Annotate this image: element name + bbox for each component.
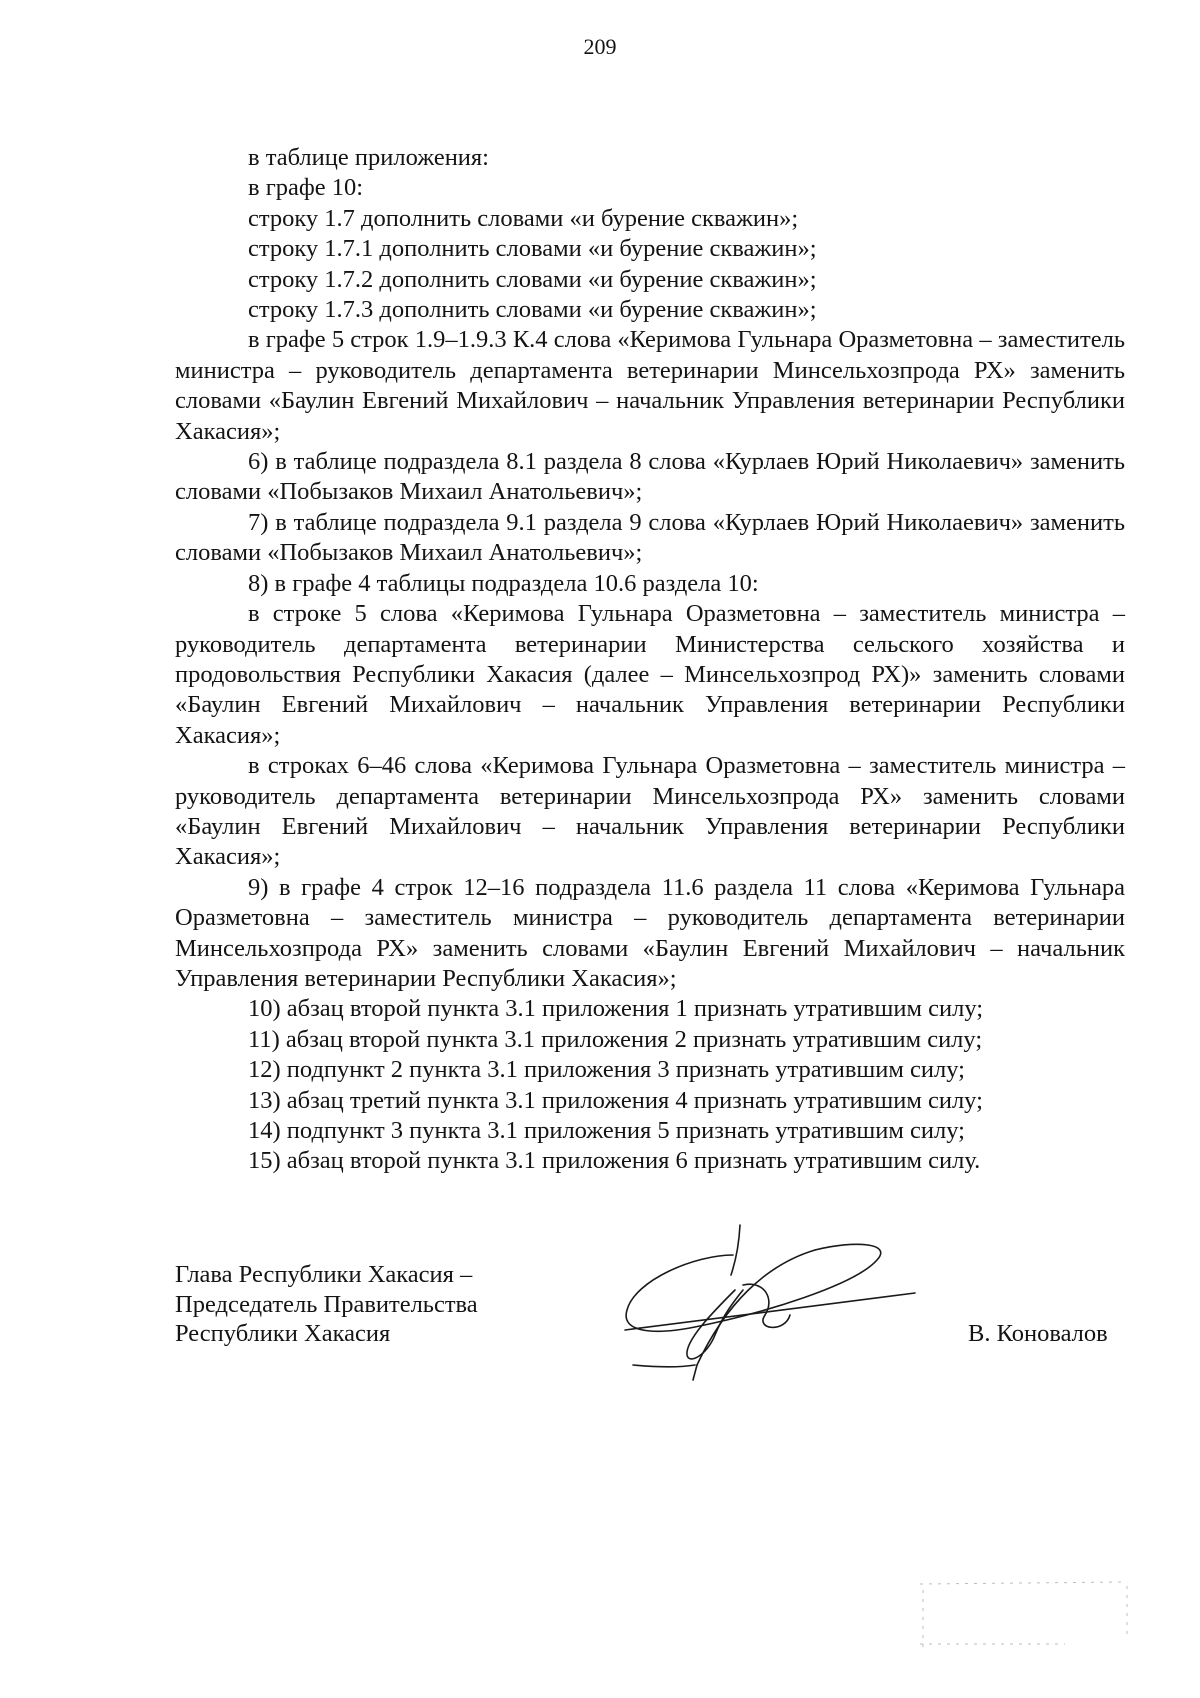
handwritten-signature xyxy=(615,1215,935,1390)
paragraph: строку 1.7.3 дополнить словами «и бурение скважин»; xyxy=(248,296,817,324)
paragraph: в строке 5 слова «Керимова Гульнара Оразметовна – заместитель министра – руководитель департамента ветеринарии Министерства сельского хозяйства и продовольствия Республики Хакасия (далее – Минсельхозпрод РХ)» заменить словами «Баулин Евгений Михайлович – начальник Управления ветеринарии Республики Хакасия»; xyxy=(175,600,1125,749)
paragraph: 13) абзац третий пункта 3.1 приложения 4 признать утратившим силу; xyxy=(248,1086,983,1114)
signatory-title xyxy=(175,1260,478,1349)
paragraph: 10) абзац второй пункта 3.1 приложения 1 признать утратившим силу; xyxy=(248,995,984,1023)
paragraph: строку 1.7.2 дополнить словами «и бурение скважин»; xyxy=(248,265,817,293)
paragraph: 12) подпункт 2 пункта 3.1 приложения 3 признать утратившим силу; xyxy=(248,1056,965,1084)
signatory-title-line: Председатель Правительства xyxy=(175,1290,478,1318)
paragraph: 11) абзац второй пункта 3.1 приложения 2 признать утратившим силу; xyxy=(248,1025,983,1053)
document-body xyxy=(175,143,1125,1177)
paragraph: строку 1.7.1 дополнить словами «и бурение скважин»; xyxy=(248,235,817,263)
paragraph: 8) в графе 4 таблицы подраздела 10.6 раздела 10: xyxy=(248,569,759,597)
paragraph: в графе 5 строк 1.9–1.9.3 К.4 слова «Керимова Гульнара Оразметовна – заместитель министра – руководитель департамента ветеринарии Минсельхозпрода РХ» заменить словами «Баулин Евгений Михайлович – начальник Управления ветеринарии Республики Хакасия»; xyxy=(175,326,1125,445)
paragraph: 15) абзац второй пункта 3.1 приложения 6 признать утратившим силу. xyxy=(248,1147,981,1175)
paragraph: 7) в таблице подраздела 9.1 раздела 9 слова «Курлаев Юрий Николаевич» заменить словами «Побызаков Михаил Анатольевич»; xyxy=(175,508,1125,567)
scan-artifact xyxy=(915,1578,1135,1658)
paragraph: в таблице приложения: xyxy=(248,144,489,171)
signatory-name: В. Коновалов xyxy=(968,1320,1108,1347)
signatory-title-line: Глава Республики Хакасия – xyxy=(175,1261,473,1288)
paragraph: 14) подпункт 3 пункта 3.1 приложения 5 признать утратившим силу; xyxy=(248,1117,965,1144)
paragraph: в графе 10: xyxy=(248,174,364,202)
paragraph: 6) в таблице подраздела 8.1 раздела 8 слова «Курлаев Юрий Николаевич» заменить словами «Побызаков Михаил Анатольевич»; xyxy=(175,448,1125,506)
paragraph: в строках 6–46 слова «Керимова Гульнара Оразметовна – заместитель министра – руководитель департамента ветеринарии Минсельхозпрода РХ» заменить словами «Баулин Евгений Михайлович – начальник Управления ветеринарии Республики Хакасия»; xyxy=(175,752,1125,871)
paragraph: строку 1.7 дополнить словами «и бурение скважин»; xyxy=(248,204,799,232)
paragraph: 9) в графе 4 строк 12–16 подраздела 11.6 раздела 11 слова «Керимова Гульнара Оразметовна – заместитель министра – руководитель департамента ветеринарии Минсельхозпрода РХ» заменить словами «Баулин Евгений Михайлович – начальник Управления ветеринарии Республики Хакасия»; xyxy=(175,873,1125,992)
signatory-title-line: Республики Хакасия xyxy=(175,1320,391,1347)
page-number: 209 xyxy=(583,34,617,59)
